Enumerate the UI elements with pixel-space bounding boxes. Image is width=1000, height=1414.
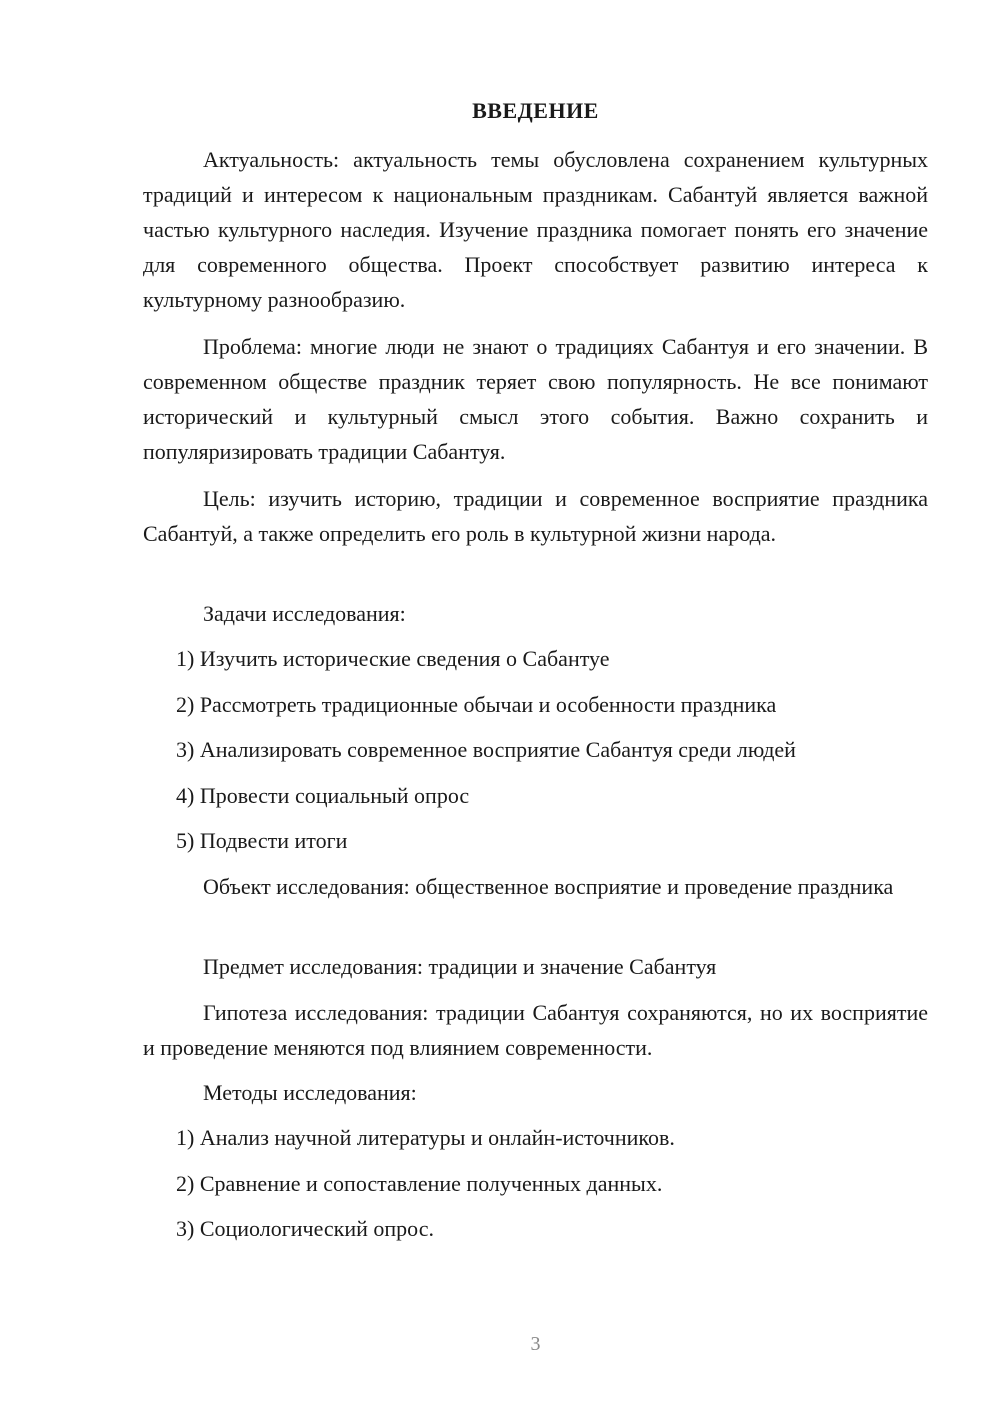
page-number: 3: [530, 1333, 541, 1355]
tasks-label: Задачи исследования:: [203, 601, 406, 626]
relevance-paragraph: Актуальность: актуальность темы обусловлена сохранением культурных традиций и интересом к национальным праздникам. Сабантуй является важной частью культурного наследия. Изучение праздника помогает понять его значение для современного общества. Проект способствует развитию интереса к культурному разнообразию.: [143, 147, 928, 312]
methods-label: Методы исследования:: [203, 1080, 417, 1105]
object-paragraph: Объект исследования: общественное восприятие и проведение праздника: [203, 874, 894, 899]
method-item: 3) Социологический опрос.: [176, 1216, 434, 1241]
task-item: 1) Изучить исторические сведения о Сабантуе: [176, 646, 610, 671]
task-item: 3) Анализировать современное восприятие Сабантуя среди людей: [176, 737, 796, 762]
method-item: 2) Сравнение и сопоставление полученных данных.: [176, 1171, 663, 1196]
hypothesis-paragraph: Гипотеза исследования: традиции Сабантуя сохраняются, но их восприятие и проведение меняются под влиянием современности.: [143, 1000, 928, 1060]
task-item: 5) Подвести итоги: [176, 828, 348, 853]
page-title: ВВЕДЕНИЕ: [472, 98, 599, 123]
subject-line: Предмет исследования: традиции и значение Сабантуя: [203, 954, 717, 979]
task-item: 2) Рассмотреть традиционные обычаи и особенности праздника: [176, 692, 777, 717]
method-item: 1) Анализ научной литературы и онлайн-источников.: [176, 1125, 675, 1150]
goal-paragraph: Цель: изучить историю, традиции и современное восприятие праздника Сабантуй, а также определить его роль в культурной жизни народа.: [143, 486, 928, 546]
task-item: 4) Провести социальный опрос: [176, 783, 470, 808]
problem-paragraph: Проблема: многие люди не знают о традициях Сабантуя и его значении. В современном обществе праздник теряет свою популярность. Не все понимают исторический и культурный смысл этого события. Важно сохранить и популяризировать традиции Сабантуя.: [143, 334, 928, 464]
